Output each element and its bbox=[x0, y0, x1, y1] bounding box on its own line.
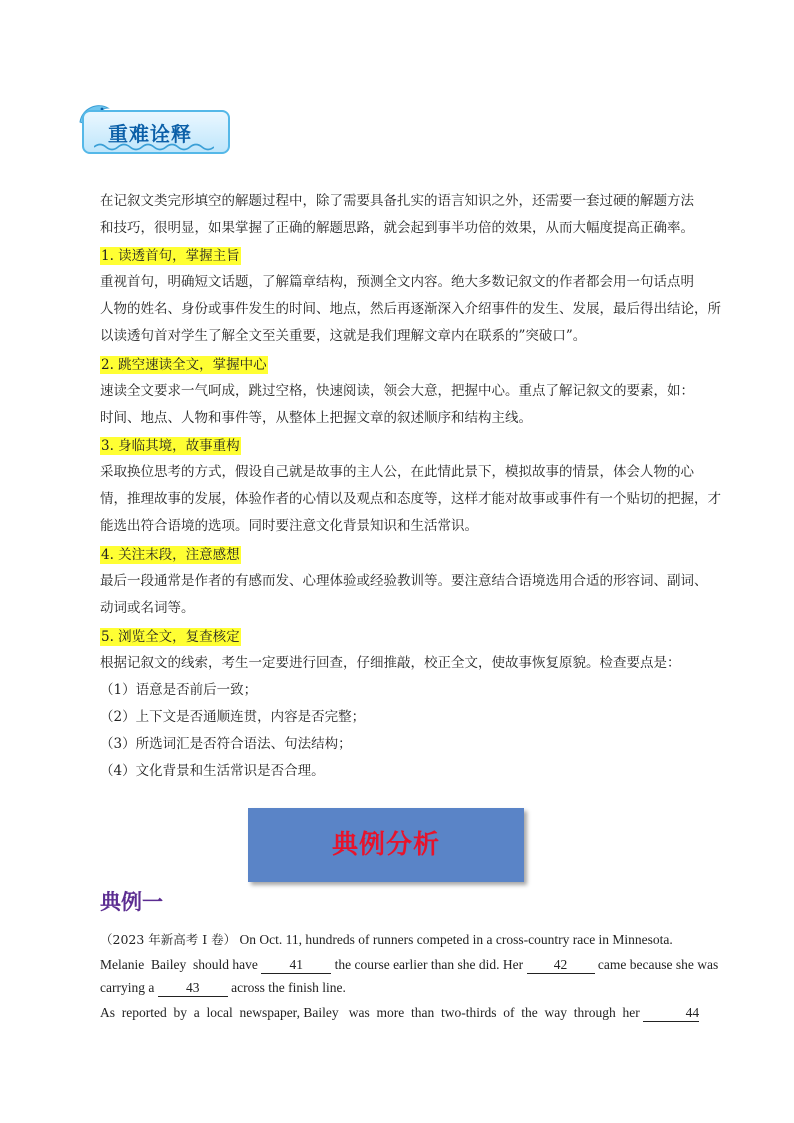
blank-41[interactable]: 41 bbox=[261, 957, 331, 974]
checklist-item: （2）上下文是否通顺连贯，内容是否完整； bbox=[100, 709, 366, 725]
checklist-item: （1）语意是否前后一致； bbox=[100, 682, 258, 698]
tip-heading: 1. 读透首句，掌握主旨 bbox=[101, 248, 240, 264]
tip-line: 速读全文要求一气呵成，跳过空格，快速阅读，领会大意，把握中心。重点了解记叙文的要素，如： bbox=[100, 383, 694, 399]
wave-icon bbox=[94, 142, 214, 152]
passage-line-2 bbox=[100, 957, 718, 974]
intro-line-1: 在记叙文类完形填空的解题过程中，除了需要具备扎实的语言知识之外，还需要一套过硬的解题方法 bbox=[100, 193, 694, 209]
passage-text: As reported by a local newspaper, Bailey was more than two-thirds of the way through her bbox=[100, 1005, 640, 1020]
example-title: 典例一 bbox=[100, 890, 163, 914]
tip-line: 人物的姓名、身份或事件发生的时间、地点，然后再逐渐深入介绍事件的发生、发展，最后得出结论，所 bbox=[100, 301, 721, 317]
tip-line: 动词或名词等。 bbox=[100, 600, 195, 616]
intro-line-2: 和技巧，很明显，如果掌握了正确的解题思路，就会起到事半功倍的效果，从而大幅度提高正确率。 bbox=[100, 220, 694, 236]
tip-line: 重视首句，明确短文话题，了解篇章结构，预测全文内容。绝大多数记叙文的作者都会用一句话点明 bbox=[100, 274, 694, 290]
checklist-item: （3）所选词汇是否符合语法、句法结构； bbox=[100, 736, 352, 752]
tip-heading: 3. 身临其境，故事重构 bbox=[101, 438, 240, 454]
tip-line: 以读透句首对学生了解全文至关重要，这就是我们理解文章内在联系的”突破口”。 bbox=[100, 328, 587, 344]
blank-43[interactable]: 43 bbox=[158, 980, 228, 997]
exam-source: （2023 年新高考 I 卷） bbox=[100, 932, 237, 947]
tip-line: 最后一段通常是作者的有感而发、心理体验或经验教训等。要注意结合语境选用合适的形容词、副词、 bbox=[100, 573, 708, 589]
banner-title: 典例分析 bbox=[331, 830, 440, 860]
passage-line-3 bbox=[100, 980, 346, 997]
example-analysis-banner bbox=[248, 808, 524, 882]
passage-text: On Oct. 11, hundreds of runners competed in a cross-country race in Minnesota. bbox=[239, 932, 673, 947]
checklist-item: （4）文化背景和生活常识是否合理。 bbox=[100, 763, 325, 779]
passage-line-1 bbox=[100, 930, 673, 948]
passage-text: across the finish line. bbox=[231, 980, 346, 995]
section-badge bbox=[76, 100, 232, 156]
tip-heading: 4. 关注末段，注意感想 bbox=[101, 547, 240, 563]
tip-line: 采取换位思考的方式，假设自己就是故事的主人公，在此情此景下，模拟故事的情景，体会人物的心 bbox=[100, 464, 694, 480]
passage-text: Melanie Bailey should have bbox=[100, 957, 258, 972]
passage-text: came because she was bbox=[597, 957, 719, 972]
blank-42[interactable]: 42 bbox=[527, 957, 595, 974]
badge-title: 重难诠释 bbox=[108, 122, 192, 146]
tip-line: 时间、地点、人物和事件等，从整体上把握文章的叙述顺序和结构主线。 bbox=[100, 410, 532, 426]
tip-line: 能选出符合语境的选项。同时要注意文化背景知识和生活常识。 bbox=[100, 518, 478, 534]
tip-line: 根据记叙文的线索，考生一定要进行回查，仔细推敲，校正全文，使故事恢复原貌。检查要点是： bbox=[100, 655, 681, 671]
blank-44[interactable]: 44 bbox=[643, 1005, 699, 1022]
tip-heading: 5. 浏览全文，复查核定 bbox=[101, 629, 240, 645]
passage-text: carrying a bbox=[100, 980, 155, 995]
passage-text: the course earlier than she did. Her bbox=[334, 957, 524, 972]
tip-heading: 2. 跳空速读全文，掌握中心 bbox=[101, 357, 267, 373]
tip-line: 情，推理故事的发展，体验作者的心情以及观点和态度等，这样才能对故事或事件有一个贴切的把握，才 bbox=[100, 491, 721, 507]
passage-line-4 bbox=[100, 1005, 699, 1022]
